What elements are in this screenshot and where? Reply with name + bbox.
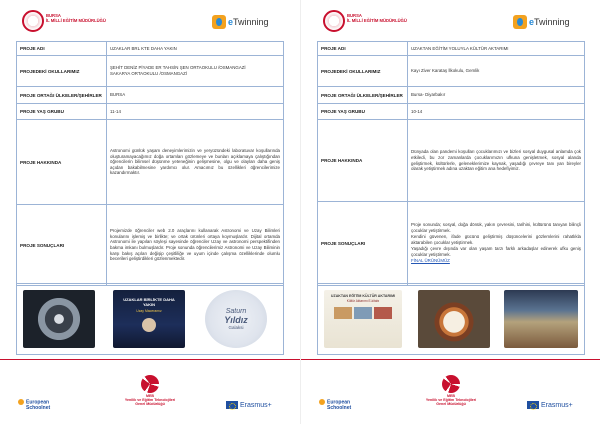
label-age-group: PROJE YAŞ GRUBU [318, 104, 408, 120]
eu-flag-icon [527, 401, 539, 409]
etwinning-logo [513, 14, 570, 30]
food-photo-image [418, 290, 490, 348]
etwinning-logo [212, 14, 269, 30]
label-project-name: PROJE ADI [17, 42, 107, 56]
etwinning-prefix: e [529, 17, 535, 27]
meb-logo-line-2: İL MİLLİ EĞİTİM MÜDÜRLÜĞÜ [46, 18, 106, 24]
row-schools [318, 56, 585, 87]
value-results [408, 202, 585, 286]
ebook-poster-title: UZAKTAN EĞİTİM KÜLTÜR AKTARIMI [330, 294, 396, 298]
school-2: SAKARYA ORTAOKULU /OSMANGAZİ [110, 71, 188, 76]
page-footer [0, 375, 300, 415]
row-about [318, 120, 585, 202]
result-2: Kendini güvenen, ifade gücünü geliştirmiş düşüncelerini gözlemlerini rahatlıkla aktarabilen çocuklar yetiştirmek. [411, 234, 581, 245]
label-partners: PROJE ORTAĞI ÜLKELER/ŞEHİRLER [318, 87, 408, 104]
yegitek-icon [141, 375, 159, 393]
value-age-group: 10-14 [408, 104, 585, 120]
yegitek-line-3: Genel Müdürlüğü [436, 402, 466, 407]
etwinning-prefix: e [228, 17, 234, 27]
erasmus-logo [226, 401, 272, 409]
label-about: PROJE HAKKINDA [17, 120, 107, 205]
es-line-2: Schoolnet [327, 404, 352, 411]
meb-logo-line-2: İL MİLLİ EĞİTİM MÜDÜRLÜĞÜ [347, 18, 407, 24]
astronomy-photo-image [23, 290, 95, 348]
tablet-photo-image [504, 290, 578, 348]
etwinning-name: Twinning [233, 17, 269, 27]
photo-strip [16, 283, 284, 355]
right-page [300, 0, 600, 424]
label-schools: PROJEDEKİ OKULLARIMIZ [318, 56, 408, 87]
label-project-name: PROJE ADI [318, 42, 408, 56]
meb-logo-line-1: BURSA [347, 13, 362, 18]
etwinning-icon [513, 15, 527, 29]
label-results: PROJE SONUÇLARI [17, 205, 107, 286]
yegitek-line-2: Yenilik ve Eğitim Teknolojileri [425, 398, 477, 403]
meb-logo-icon [22, 10, 44, 32]
es-line-1: European [327, 399, 351, 406]
etwinning-text [228, 17, 269, 27]
value-project-name: UZAKLAR BRL KTE DAHA YAKIN [107, 42, 284, 56]
poster-title: UZAKLAR BİRLİKTE DAHA YAKIN [123, 297, 175, 307]
thumb-3-image [374, 307, 392, 319]
wordcloud-word-yildiz: Yıldız [224, 315, 248, 325]
ebook-thumbnails [324, 307, 402, 319]
footer-divider [0, 359, 300, 360]
eu-flag-icon [226, 401, 238, 409]
row-results [17, 205, 284, 286]
meb-logo-line-1: BURSA [46, 13, 61, 18]
label-age-group: PROJE YAŞ GRUBU [17, 104, 107, 120]
poster-image [113, 290, 185, 348]
row-partners [17, 87, 284, 104]
value-about: Astronomi günlük yaşam deneyimlerimizin ve yeryüzündeki laboratuvar koşullarında oluşturamayacağımız doğa ortamları gözlemeye ve bunları açıklamaya çalıştığından öğrencilerin bilimsel düşünme yeteneğinin gelişmesine, olgu ve olayları daha geniş açıdan bakabilmesine yardımcı olur. Amacımız bu özellikleri öğrencilerimize kazandırmaktır. [107, 120, 284, 205]
project-info-table [317, 41, 585, 286]
row-project-name [318, 42, 585, 56]
poster-subtitle: Uzay Maceramız [136, 309, 162, 314]
row-schools [17, 56, 284, 87]
etwinning-name: Twinning [534, 17, 570, 27]
meb-logo-icon [323, 10, 345, 32]
project-info-table [16, 41, 284, 286]
yegitek-logo [421, 375, 481, 407]
value-schools: Kayı Ziver Karataş İlkokulu, Gemlik [408, 56, 585, 87]
row-about [17, 120, 284, 205]
erasmus-text: Erasmus+ [240, 401, 272, 409]
european-schoolnet-logo [18, 399, 50, 411]
result-3: Yaşadığı çevre dışında var olan yaşam tarzı farklı arkadaşlar edinerek ufku geniş çocuklar yetiştirmek. [411, 246, 581, 257]
ebook-poster-image [324, 290, 402, 348]
wordcloud-word-galaksi: Galaksi [228, 325, 244, 330]
thumb-1-image [334, 307, 352, 319]
value-age-group: 11-14 [107, 104, 284, 120]
meb-logo-text [347, 13, 407, 24]
value-project-name: UZAKTAN EĞİTİM YOLUYLA KÜLTÜR AKTARIMI [408, 42, 585, 56]
page-header [0, 10, 300, 36]
erasmus-text: Erasmus+ [541, 401, 573, 409]
etwinning-text [529, 17, 570, 27]
yegitek-line-1: MEB [146, 394, 154, 398]
value-partners: Bursa- Diyarbakır [408, 87, 585, 104]
photo-strip [317, 283, 585, 355]
etwinning-icon [212, 15, 226, 29]
erasmus-logo [527, 401, 573, 409]
yegitek-line-3: Genel Müdürlüğü [135, 402, 165, 407]
row-age-group [17, 104, 284, 120]
label-schools: PROJEDEKİ OKULLARIMIZ [17, 56, 107, 87]
value-schools [107, 56, 284, 87]
thumb-2-image [354, 307, 372, 319]
result-1: Proje sonunda; sosyal, doğa dönük, yakın çevresini, tarihini, kültürünü tanıyan bilinçli çocuklar yetiştirmek. [411, 221, 581, 233]
page-header [301, 10, 600, 36]
es-line-1: European [26, 399, 50, 406]
european-schoolnet-logo [319, 399, 351, 411]
yegitek-line-1: MEB [447, 394, 455, 398]
label-about: PROJE HAKKINDA [318, 120, 408, 202]
european-schoolnet-icon [18, 399, 24, 405]
row-project-name [17, 42, 284, 56]
label-results: PROJE SONUÇLARI [318, 202, 408, 286]
yegitek-logo [120, 375, 180, 407]
value-about: Dünyada olan pandemi koşulları çocuklarımızı ve bizleri sosyal duygusal anlamda çok etkiledi, bu zor zamanlarda çocuklarımızın ufkuna genişletmek, sosyal alanda geliştirmek, kültürlerle, geleneklerimize kaynak, yaşadığı çevreye tanı yan bireyler olarak yetiştirmek adına uzaktan eğitim ana hedefiyimiz. [408, 120, 585, 202]
yegitek-icon [442, 375, 460, 393]
speaker-avatar [142, 318, 156, 332]
es-line-2: Schoolnet [26, 404, 51, 411]
ebook-poster-subtitle: Kültür Aktarımı E-kitabı [346, 299, 380, 304]
page-footer [301, 375, 600, 415]
footer-divider [301, 359, 600, 360]
meb-logo-text [46, 13, 106, 24]
european-schoolnet-icon [319, 399, 325, 405]
wordcloud-image [205, 290, 267, 348]
final-product-link[interactable]: FİNAL ÜRÜNÜMÜZ [411, 258, 450, 264]
yegitek-line-2: Yenilik ve Eğitim Teknolojileri [124, 398, 176, 403]
label-partners: PROJE ORTAĞI ÜLKELER/ŞEHİRLER [17, 87, 107, 104]
value-results: Projemizde öğrenciler web 2.0 araçlarını kullanarak Astronomi ve Uzay Bilimleri konularını işlemiş ve birlikte; ve ortak ürünleri ortaya koymuşlardır. Dijital ortamda Astronomi ile yapılan söyleşi sayesinde öğrenciler Uzay ve astronomi perspektifinden bakma imkanı bulmuşlardır. Proje sonunda öğrencilerimiz Astronomi ve Uzay Biliminin karşı bakış açıları değişip çeşitliliğe ve uyum içinde çalışma özelliklerinde olumlu becerileri geliştirdikleri gözlenmektedir. [107, 205, 284, 286]
school-1: ŞEHİT DENİZ PİYADE ER TAHSİN ŞEN ORTAOKULU /OSMANGAZİ [110, 65, 246, 71]
row-partners [318, 87, 585, 104]
row-results [318, 202, 585, 286]
wordcloud-word-saturn: Saturn [225, 308, 247, 315]
value-partners: BURSA [107, 87, 284, 104]
row-age-group [318, 104, 585, 120]
